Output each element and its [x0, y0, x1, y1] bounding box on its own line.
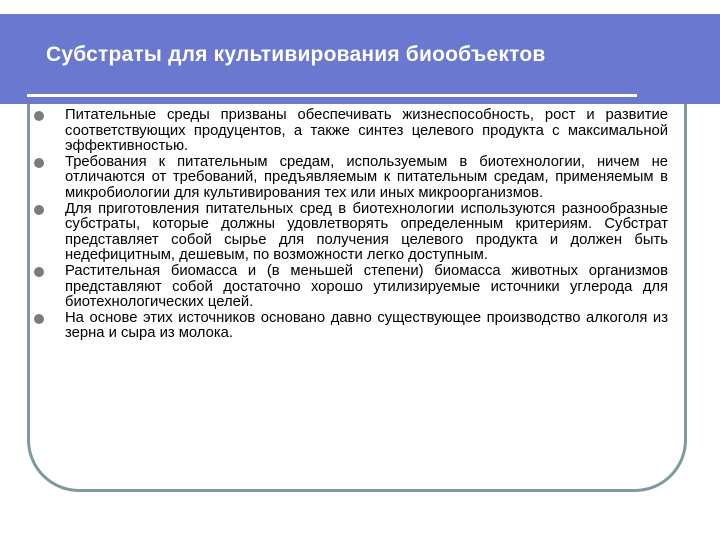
bullet-item	[34, 202, 668, 264]
bullet-dot-icon	[34, 111, 44, 121]
bullet-text: Требования к питательным средам, используемым в биотехнологии, ничем не отличаются от требований, предъявляемым к питательным средам, применяемым в микробиологии для культивирования тех или иных микроорганизмов.	[65, 153, 668, 201]
bullet-text: Для приготовления питательных сред в биотехнологии используются разнообразные субстраты, которые должны удовлетворять определенным критериям. Субстрат представляет собой сырье для получения целевого продукта и должен быть недефицитным, дешевым, по возможности легко доступным.	[65, 200, 668, 264]
bullet-dot-icon	[34, 158, 44, 168]
bullet-dot-icon	[34, 267, 44, 277]
bullet-dot-icon	[34, 314, 44, 324]
slide-title: Субстраты для культивирования биообъектов	[46, 43, 546, 66]
bullet-item	[34, 155, 668, 202]
bullet-item	[34, 108, 668, 155]
bullet-text: Питательные среды призваны обеспечивать жизнеспособность, рост и развитие соответствующих продуцентов, а также синтез целевого продукта с максимальной эффективностью.	[65, 107, 668, 155]
bullet-text: Растительная биомасса и (в меньшей степени) биомасса животных организмов представляют собой достаточно хорошо утилизируемые источники углерода для биотехнологических целей.	[65, 262, 668, 311]
bullet-item	[34, 311, 668, 342]
bullet-dot-icon	[34, 205, 44, 215]
title-underline	[27, 94, 637, 97]
bullet-list	[34, 108, 668, 342]
bullet-item	[34, 264, 668, 311]
bullet-text: На основе этих источников основано давно существующее производство алкоголя из зерна и сыра из молока.	[65, 309, 668, 342]
